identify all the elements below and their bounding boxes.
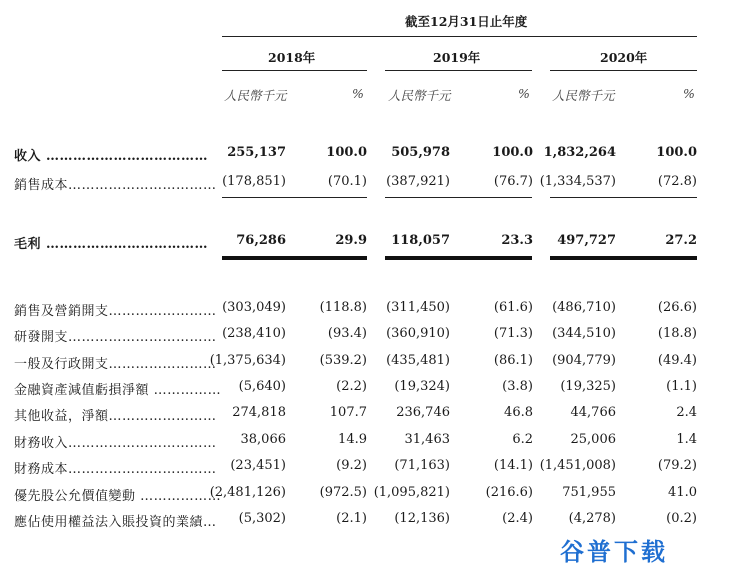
total-double-rule [385, 256, 532, 260]
cell-pct-2020: 41.0 [668, 485, 697, 500]
year-2018: 2018年 [268, 50, 316, 65]
cell-pct-2020: (72.8) [657, 174, 697, 189]
row-label: 應佔使用權益法入賬投資的業績… [14, 515, 217, 530]
cell-amount-2020: (19,325) [560, 379, 616, 394]
cell-pct-2020: (26.6) [657, 300, 697, 315]
cell-amount-2018: (2,481,126) [209, 485, 286, 500]
row-label: 毛利 ……………………………… [14, 237, 209, 252]
cell-amount-2019: (12,136) [394, 511, 450, 526]
row-label: 其他收益，淨額…………………… [14, 409, 217, 424]
cell-amount-2020: (344,510) [552, 326, 616, 341]
watermark-logo: 谷普下载 [560, 532, 690, 566]
cell-pct-2020: (79.2) [657, 458, 697, 473]
cell-pct-2018: (2.1) [336, 511, 367, 526]
cell-pct-2019: (3.8) [502, 379, 533, 394]
cell-pct-2019: (71.3) [493, 326, 533, 341]
cell-amount-2019: 31,463 [404, 432, 450, 447]
subtotal-rule [550, 197, 697, 198]
cell-pct-2020: (49.4) [657, 353, 697, 368]
cell-pct-2019: (216.6) [485, 485, 533, 500]
cell-amount-2020: 751,955 [562, 485, 616, 500]
cell-amount-2019: (435,481) [386, 353, 450, 368]
total-double-rule [550, 256, 697, 260]
header-rule [222, 36, 697, 37]
row-label: 財務成本…………………………… [14, 462, 217, 477]
period-header: 截至12月31日止年度 [405, 14, 528, 29]
cell-amount-2018: 38,066 [240, 432, 286, 447]
unit-amount-2020: 人民幣千元 [552, 88, 615, 103]
cell-pct-2019: 100.0 [492, 145, 533, 160]
cell-pct-2018: (70.1) [327, 174, 367, 189]
unit-pct-2019: % [518, 86, 530, 101]
cell-amount-2020: (1,451,008) [539, 458, 616, 473]
cell-amount-2018: (303,049) [222, 300, 286, 315]
cell-amount-2018: (238,410) [222, 326, 286, 341]
cell-amount-2020: 25,006 [570, 432, 616, 447]
year-rule-2020 [550, 70, 697, 71]
cell-amount-2020: (1,334,537) [539, 174, 616, 189]
cell-amount-2019: (19,324) [394, 379, 450, 394]
cell-amount-2019: 236,746 [396, 405, 450, 420]
subtotal-rule [385, 197, 532, 198]
cell-pct-2018: 29.9 [335, 233, 367, 248]
cell-pct-2020: 27.2 [665, 233, 697, 248]
cell-pct-2019: 6.2 [512, 432, 533, 447]
subtotal-rule [222, 197, 367, 198]
cell-amount-2018: (23,451) [230, 458, 286, 473]
row-label: 收入 ……………………………… [14, 149, 209, 164]
cell-amount-2019: (360,910) [386, 326, 450, 341]
cell-amount-2018: 274,818 [232, 405, 286, 420]
cell-amount-2020: 1,832,264 [543, 145, 616, 160]
cell-pct-2018: (9.2) [336, 458, 367, 473]
cell-amount-2018: 76,286 [236, 233, 286, 248]
cell-pct-2018: 107.7 [329, 405, 367, 420]
year-rule-2018 [222, 70, 367, 71]
cell-pct-2018: (118.8) [319, 300, 367, 315]
cell-amount-2019: 118,057 [391, 233, 450, 248]
cell-pct-2018: (93.4) [327, 326, 367, 341]
year-rule-2019 [385, 70, 532, 71]
unit-pct-2018: % [352, 86, 364, 101]
row-label: 研發開支…………………………… [14, 330, 217, 345]
year-2020: 2020年 [600, 50, 648, 65]
cell-amount-2019: (1,095,821) [373, 485, 450, 500]
row-label: 財務收入…………………………… [14, 436, 217, 451]
cell-pct-2020: (18.8) [657, 326, 697, 341]
cell-pct-2018: 14.9 [338, 432, 367, 447]
row-label: 金融資產減值虧損淨額 …………… [14, 383, 222, 398]
cell-pct-2018: 100.0 [326, 145, 367, 160]
cell-pct-2018: (539.2) [319, 353, 367, 368]
cell-amount-2018: (5,640) [238, 379, 286, 394]
cell-pct-2019: 23.3 [501, 233, 533, 248]
cell-amount-2020: 44,766 [570, 405, 616, 420]
cell-pct-2019: (76.7) [493, 174, 533, 189]
cell-amount-2019: (71,163) [394, 458, 450, 473]
cell-pct-2020: 1.4 [676, 432, 697, 447]
cell-amount-2019: (387,921) [386, 174, 450, 189]
unit-amount-2018: 人民幣千元 [224, 88, 287, 103]
cell-pct-2019: (86.1) [493, 353, 533, 368]
cell-pct-2020: (1.1) [666, 379, 697, 394]
cell-amount-2020: (904,779) [552, 353, 616, 368]
year-2019: 2019年 [433, 50, 481, 65]
unit-pct-2020: % [683, 86, 695, 101]
cell-pct-2020: 2.4 [676, 405, 697, 420]
cell-amount-2019: 505,978 [391, 145, 450, 160]
cell-pct-2018: (972.5) [319, 485, 367, 500]
cell-amount-2019: (311,450) [386, 300, 450, 315]
row-label: 銷售及營銷開支…………………… [14, 304, 217, 319]
unit-amount-2019: 人民幣千元 [388, 88, 451, 103]
cell-amount-2020: 497,727 [557, 233, 616, 248]
cell-pct-2019: 46.8 [504, 405, 533, 420]
row-label: 銷售成本…………………………… [14, 178, 217, 193]
cell-amount-2020: (4,278) [568, 511, 616, 526]
row-label: 優先股公允價值變動 ……………… [14, 489, 222, 504]
cell-amount-2018: 255,137 [227, 145, 286, 160]
cell-amount-2018: (5,302) [238, 511, 286, 526]
total-double-rule [222, 256, 367, 260]
cell-amount-2018: (1,375,634) [209, 353, 286, 368]
cell-pct-2019: (61.6) [493, 300, 533, 315]
cell-amount-2020: (486,710) [552, 300, 616, 315]
cell-pct-2019: (2.4) [502, 511, 533, 526]
cell-pct-2019: (14.1) [493, 458, 533, 473]
cell-pct-2020: (0.2) [666, 511, 697, 526]
row-label: 一般及行政開支…………………… [14, 357, 217, 372]
cell-pct-2020: 100.0 [656, 145, 697, 160]
cell-amount-2018: (178,851) [222, 174, 286, 189]
cell-pct-2018: (2.2) [336, 379, 367, 394]
